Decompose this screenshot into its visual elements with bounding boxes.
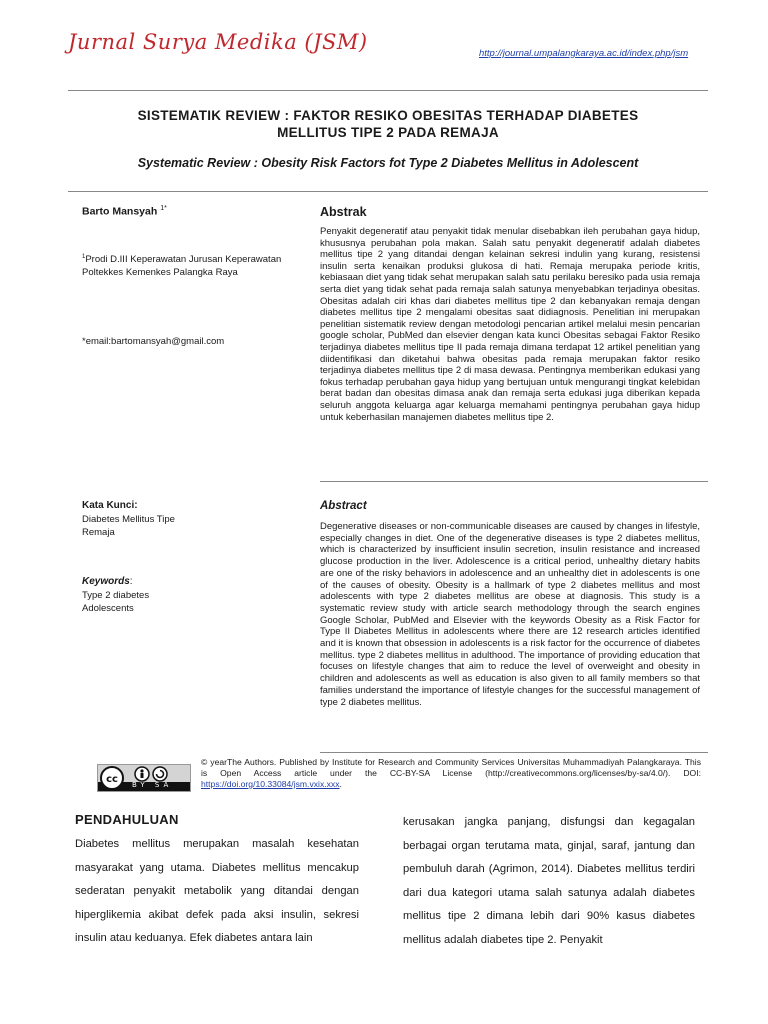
header-divider (68, 90, 708, 91)
article-title (68, 107, 708, 141)
title-divider (68, 191, 708, 192)
license-end: . (339, 779, 342, 789)
keywords-list (82, 589, 149, 615)
kata-kunci-item: Remaja (82, 527, 115, 538)
author-name (82, 205, 167, 218)
body-column-right: kerusakan jangka panjang, disfungsi dan kegagalan berbagai organ terutama mata, ginjal, saraf, jantung dan pembuluh darah (Agrimon, 2014). Diabetes mellitus terdiri dari dua kategori utama salah satunya adalah diabetes mellitus tipe 2 dimana lebih dari 90% kasus diabetes mellitus adalah diabetes tipe 2. Penyakit (403, 816, 695, 946)
affiliation-text: Prodi D.III Keperawatan Jurusan Keperawatan Poltekkes Kemenkes Palangka Raya (82, 254, 282, 279)
keywords-heading (82, 576, 133, 587)
license-text: © yearThe Authors. Published by Institute for Research and Community Services Universitas Muhammadiyah Palangkaraya. This is Open Access article under the CC-BY-SA License (http://creativecommons.org/licenses/by-sa/4.0/). DOI: (201, 757, 701, 778)
license-notice (201, 757, 701, 790)
keyword-item: Type 2 diabetes (82, 590, 150, 601)
keyword-item: Adolescents (82, 603, 134, 614)
abstract-heading: Abstract (320, 500, 367, 512)
author-affiliation (82, 251, 282, 279)
abstrak-divider (320, 481, 708, 482)
journal-url-link[interactable]: http://journal.umpalangkaraya.ac.id/index.php/jsm (479, 48, 689, 59)
title-line-1: SISTEMATIK REVIEW : FAKTOR RESIKO OBESITAS TERHADAP DIABETES (137, 108, 639, 123)
svg-text:cc: cc (106, 774, 118, 785)
kata-kunci-item: Diabetes Mellitus Tipe (82, 514, 175, 525)
abstrak-heading: Abstrak (320, 205, 367, 219)
cc-badge-label: BY SA (132, 781, 173, 789)
title-line-2: MELLITUS TIPE 2 PADA REMAJA (277, 125, 499, 140)
author-marker: 1* (160, 205, 167, 212)
author-name-text: Barto Mansyah (82, 205, 158, 218)
article-subtitle: Systematic Review : Obesity Risk Factors fot Type 2 Diabetes Mellitus in Adolescent (137, 156, 639, 170)
affiliation-marker: 1 (82, 254, 86, 260)
body-column-left: Diabetes mellitus merupakan masalah kesehatan masyarakat yang utama. Diabetes mellitus mencakup sederatan penyakit metabolik yang ditandai dengan hiperglikemia akibat defek pada aksi insulin, sekresi insulin atau keduanya. Efek diabetes antara lain (75, 838, 359, 944)
abstract-text: Degenerative diseases or non-communicable diseases are caused by changes in lifestyle, especially changes in diet. One of the degenerative diseases is type 2 diabetes mellitus, which is characterized by insufficient insulin secretion, insulin resistance and increased glucose production in the liver. Adolescence is a critical period, unhealthy dietary habits are one of the risky behaviors in adolescence and an unhealthy diet in adolescents is one of the causes of obesity. Obesity is a hallmark of type 2 diabetes mellitus and most adolescents with type 2 diabetes mellitus are obese at diagnosis. This study is a systematic review study with article search methodology through the search engines Google Scholar, PubMed and Elsevier with the keywords Obesity as a Risk Factor for Type II Diabetes Mellitus in adolescents where there are 12 research articles identified and it is known that obsession in adolescents is a risk factor for the occurrence of diabetes mellitus. type 2 diabetes mellitus in adulthood. The importance of providing education that focuses on lifestyle changes that aim to reduce the level of overweight and obesity in children and adolescents as well as education is also given to all family members so that families understand the importance of lifestyle changes for the successful management of type 2 diabetes mellitus. (320, 521, 700, 708)
kata-kunci-list (82, 513, 175, 539)
journal-name: Jurnal Surya Medika (JSM) (68, 30, 368, 54)
keywords-heading-text: Keywords (82, 576, 130, 587)
doi-link[interactable]: https://doi.org/10.33084/jsm.vxix.xxx (201, 779, 340, 789)
cc-by-sa-badge[interactable] (97, 764, 191, 792)
kata-kunci-heading: Kata Kunci: (82, 500, 138, 511)
abstract-divider (320, 752, 708, 753)
abstrak-text: Penyakit degeneratif atau penyakit tidak menular disebabkan ileh perubahan gaya hidup, khususnya perubahan pola makan. Salah satu penyakit degeneratif adalah diabetes mellitus tipe 2 yang ditandai dengan kelainan sekresi indulin yang kurang, resistensi insulin serta kenaikan produksi glukosa di hati. Remaja merupaka periode kritis, kebiasaan diet yang tidak sehat merupakan salah satu perilaku beresiko pada usia remaja serta diet yang tidak sehat pada remaja salah satunya menyebabkan terjadinya obesitas. Obesitas adalah ciri khas dari diabetes mellitus tipe 2 dan kebanyakan remaja dengan diabetes mellitus tipe 2 mengalami obesitas saat didiagnosis. Penelitian ini merupakan penelitian sistematik review dengan metodologi pencarian artikel melalui mesin pencarian google scholar, PubMed dan elsevier dengan kata kunci Obesitas sebagai Faktor Resiko terjadinya diabetes mellitus tipe II pada remaja dimana terdapat 12 artikel penelitian yang diidentifikasi dan diketahui bahwa obesitas pada remaja merupakan faktor resiko terjadinya diabetes mellitus tipe 2 di masa dewasa. Pentingnya memberikan edukasi yang fokus terhadap perubahan gaya hidup yang bertujuan untuk mengurangi tingkat kelebidan berat badan dan obesitas dimasa anak dan remaja serta edukasi juga diberikan kepada seluruh anggota keluarga agar keluarga memahami pentingnya perubahan gaya hidup untuk keberhasilan manajemen diabetes mellitus tipe 2. (320, 226, 700, 423)
author-email: *email:bartomansyah@gmail.com (82, 336, 225, 347)
keywords-colon: : (129, 576, 133, 587)
section-heading-pendahuluan: PENDAHULUAN (75, 812, 179, 827)
